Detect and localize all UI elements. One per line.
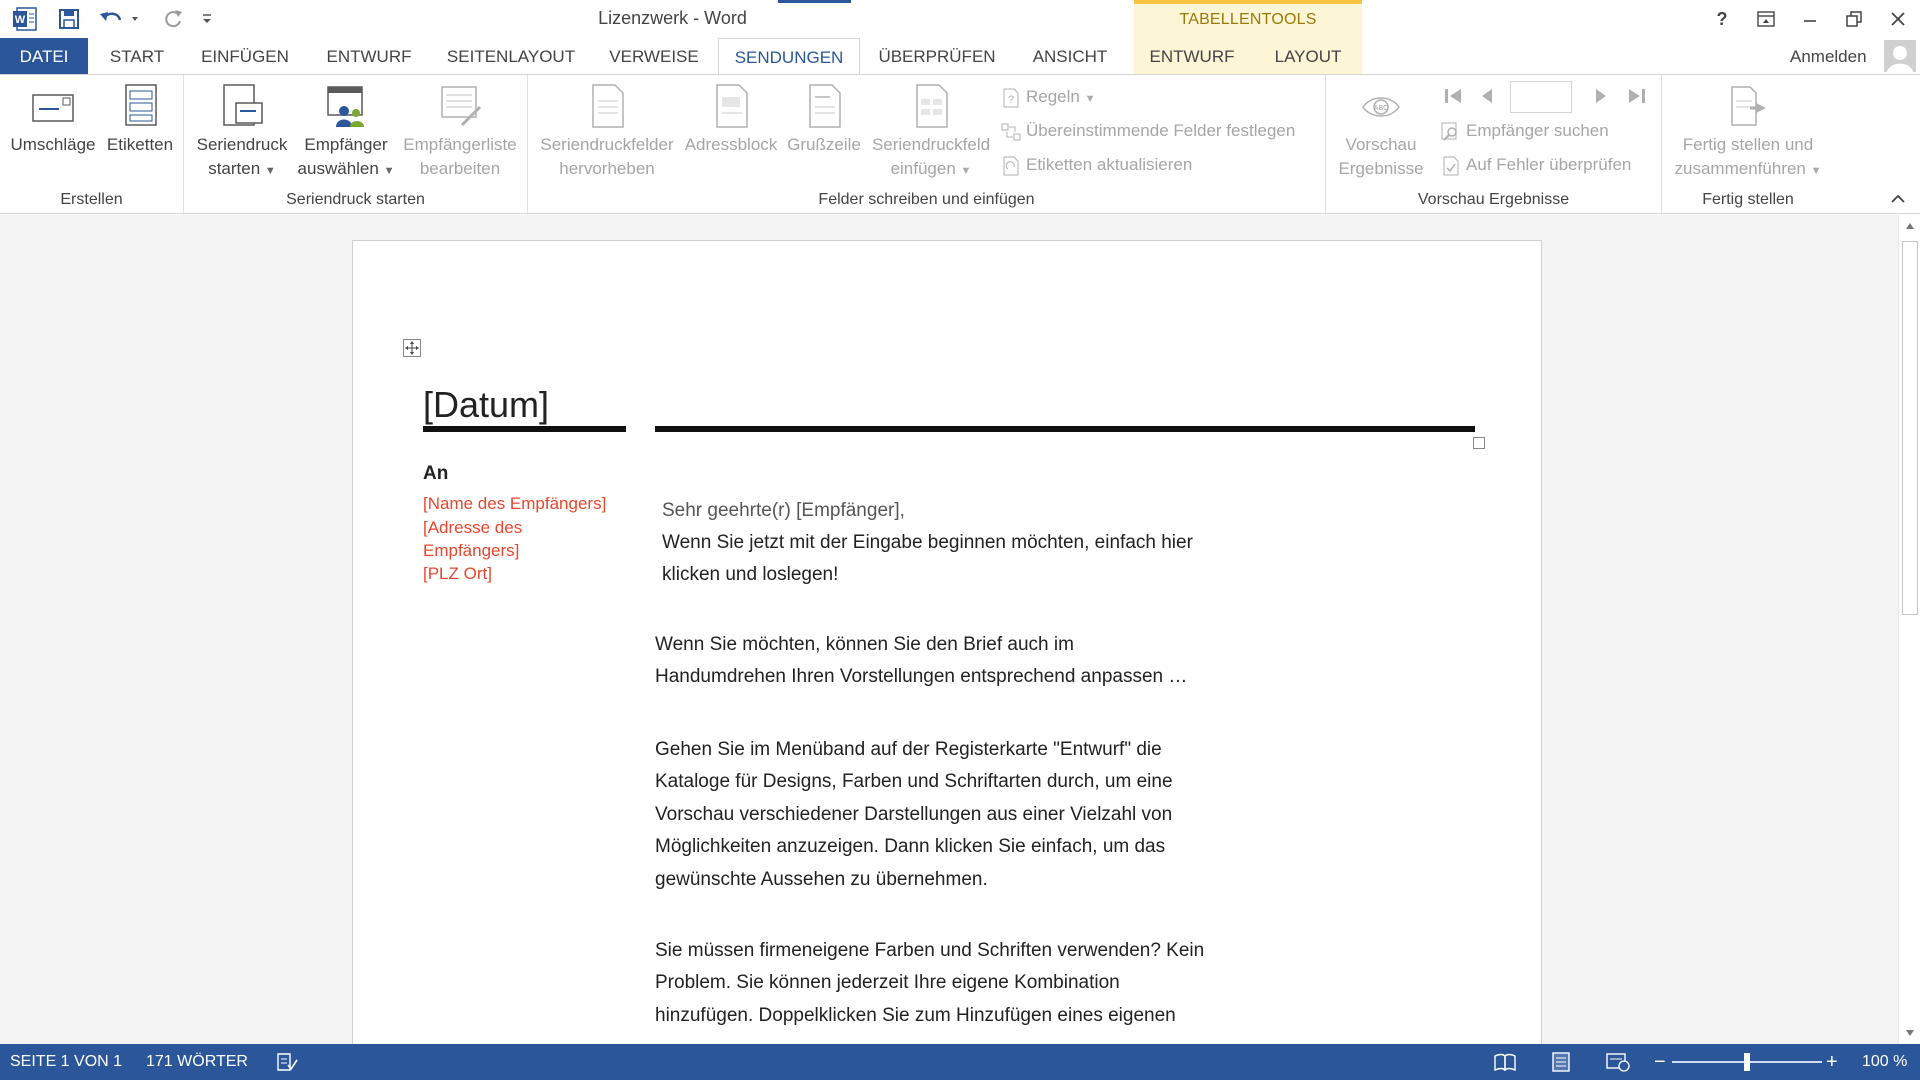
undo-icon[interactable]: [96, 4, 144, 34]
envelopes-button[interactable]: [6, 81, 100, 157]
title-accent-bar: [778, 0, 851, 3]
address-block-label: Adressblock: [684, 135, 778, 154]
envelope-icon: [29, 81, 77, 131]
zoom-level[interactable]: 100 %: [1862, 1053, 1908, 1070]
ribbon-display-options-icon[interactable]: [1748, 4, 1784, 34]
document-icon: [583, 81, 631, 131]
finish-merge-label-2: zusammenführen: [1674, 159, 1806, 178]
first-record-icon[interactable]: [1440, 83, 1466, 109]
scroll-thumb[interactable]: [1902, 241, 1918, 615]
address-block-button[interactable]: [680, 81, 782, 157]
divider-rule-left: [423, 426, 626, 432]
select-recipients-label-2: auswählen: [297, 159, 379, 178]
rules-icon: [1000, 87, 1022, 109]
recipient-city-placeholder[interactable]: [PLZ Ort]: [423, 564, 492, 583]
greeting-line-icon: [800, 81, 848, 131]
zoom-slider-thumb[interactable]: [1744, 1053, 1750, 1071]
highlight-merge-fields-label-2: hervorheben: [559, 159, 655, 178]
find-icon: [1440, 121, 1462, 143]
last-record-icon[interactable]: [1624, 83, 1650, 109]
envelopes-label: Umschläge: [10, 135, 96, 154]
divider-rule-right: [655, 426, 1475, 432]
group-felder-schreiben: [528, 75, 1326, 215]
read-mode-icon[interactable]: [1494, 1044, 1516, 1080]
greeting-line-button[interactable]: [784, 81, 864, 157]
tab-ansicht[interactable]: ANSICHT: [1032, 47, 1108, 66]
match-fields-label: Übereinstimmende Felder festlegen: [1026, 121, 1296, 140]
edit-recipient-list-label-1: Empfängerliste: [403, 135, 517, 154]
tab-tabletools-layout[interactable]: LAYOUT: [1274, 47, 1342, 66]
greeting-line-label: Grußzeile: [787, 135, 861, 154]
group-vorschau-ergebnisse: [1326, 75, 1662, 215]
group-label-felder: Felder schreiben und einfügen: [818, 191, 1035, 208]
group-seriendruck-starten: [184, 75, 528, 215]
tab-ueberpruefen[interactable]: ÜBERPRÜFEN: [878, 47, 996, 66]
table-move-handle-icon[interactable]: [403, 339, 421, 357]
match-fields-button[interactable]: [1000, 117, 1295, 145]
word-count[interactable]: 171 WÖRTER: [146, 1053, 248, 1070]
group-label-seriendruck: Seriendruck starten: [286, 191, 425, 208]
svg-text:W: W: [14, 14, 26, 26]
tab-start[interactable]: START: [109, 47, 165, 66]
redo-icon[interactable]: [158, 4, 188, 34]
edit-recipient-list-label-2: bearbeiten: [419, 159, 501, 178]
group-label-fertig: Fertig stellen: [1702, 191, 1794, 208]
labels-label: Etiketten: [106, 135, 174, 154]
start-mail-merge-label-2: starten: [208, 159, 261, 178]
scroll-down-icon[interactable]: [1899, 1022, 1920, 1044]
body-line[interactable]: Gehen Sie im Menüband auf der Registerkarte "Entwurf" die: [655, 739, 1162, 760]
body-line[interactable]: Sie müssen firmeneigene Farben und Schriften verwenden? Kein: [655, 940, 1205, 961]
group-label-vorschau: Vorschau Ergebnisse: [1417, 191, 1570, 208]
recipient-address-placeholder-2[interactable]: Empfängers]: [423, 541, 520, 560]
print-layout-icon[interactable]: [1550, 1044, 1572, 1080]
merge-field-icon: [907, 81, 955, 131]
edit-recipient-list-button[interactable]: [398, 81, 522, 181]
tab-sendungen[interactable]: SENDUNGEN: [718, 38, 860, 75]
zoom-out-icon[interactable]: −: [1654, 1051, 1666, 1073]
tab-verweise[interactable]: VERWEISE: [609, 47, 699, 66]
check-errors-button[interactable]: [1440, 151, 1631, 179]
finish-merge-button[interactable]: [1666, 81, 1830, 183]
scroll-up-icon[interactable]: [1899, 215, 1920, 237]
svg-text:ABC: ABC: [1373, 105, 1389, 112]
table-resize-handle[interactable]: [1473, 437, 1485, 449]
body-line[interactable]: Handumdrehen Ihren Vorstellungen entsprechend anpassen …: [655, 666, 1188, 687]
window-title: Lizenzwerk - Word: [598, 8, 747, 28]
tabletools-header: [1134, 0, 1362, 38]
find-recipient-button[interactable]: [1440, 117, 1609, 145]
tab-tabletools-entwurf[interactable]: ENTWURF: [1149, 47, 1235, 66]
tab-seitenlayout[interactable]: SEITENLAYOUT: [446, 47, 576, 66]
word-app-icon[interactable]: [10, 4, 40, 34]
check-errors-label: Auf Fehler überprüfen: [1466, 155, 1632, 174]
chevron-down-icon: ▼: [383, 165, 395, 177]
finish-merge-label-1: Fertig stellen und: [1682, 135, 1814, 154]
proofing-icon[interactable]: [276, 1044, 298, 1080]
select-recipients-label-1: Empfänger: [304, 135, 388, 154]
document-workspace: [0, 215, 1898, 1044]
help-icon[interactable]: ?: [1716, 8, 1728, 29]
body-line[interactable]: Kataloge für Designs, Farben und Schriftarten durch, um eine: [655, 771, 1173, 792]
tab-datei[interactable]: DATEI: [0, 38, 88, 74]
highlight-merge-fields-label-1: Seriendruckfelder: [540, 135, 674, 154]
edit-list-icon: [436, 81, 484, 131]
ribbon-tab-row: [0, 38, 1920, 74]
customize-quick-access-icon[interactable]: [196, 4, 218, 34]
update-labels-icon: [1000, 155, 1022, 177]
group-label-erstellen: Erstellen: [60, 191, 123, 208]
insert-merge-field-button[interactable]: [864, 81, 998, 183]
body-line[interactable]: klicken und loslegen!: [662, 564, 839, 585]
close-icon[interactable]: [1880, 4, 1916, 34]
match-fields-icon: [1000, 121, 1022, 143]
rules-label: Regeln: [1026, 87, 1080, 106]
date-placeholder[interactable]: [Datum]: [423, 384, 550, 425]
mail-merge-icon: [218, 81, 266, 131]
preview-results-label-1: Vorschau: [1345, 135, 1417, 154]
group-erstellen: [0, 75, 184, 215]
update-labels-button[interactable]: [1000, 151, 1192, 179]
document-page[interactable]: [352, 240, 1542, 1044]
tabletools-label: TABELLENTOOLS: [1179, 11, 1317, 28]
highlight-merge-fields-button[interactable]: [534, 81, 680, 181]
body-line[interactable]: Wenn Sie möchten, können Sie den Brief auch im: [655, 634, 1074, 655]
previous-record-icon[interactable]: [1474, 83, 1500, 109]
body-line[interactable]: hinzufügen. Doppelklicken Sie zum Hinzufügen eines eigenen: [655, 1005, 1176, 1026]
insert-merge-field-label-1: Seriendruckfeld: [871, 135, 991, 154]
preview-icon: [1357, 81, 1405, 131]
start-mail-merge-label-1: Seriendruck: [196, 135, 288, 154]
chevron-down-icon: ▼: [1084, 93, 1096, 105]
group-fertig-stellen: [1662, 75, 1834, 215]
record-number-input[interactable]: [1510, 81, 1572, 113]
chevron-down-icon: ▼: [1810, 165, 1822, 177]
chevron-down-icon: ▼: [264, 165, 276, 177]
update-labels-label: Etiketten aktualisieren: [1026, 155, 1193, 174]
finish-merge-icon: [1724, 81, 1772, 131]
address-block-icon: [707, 81, 755, 131]
avatar[interactable]: [1884, 40, 1916, 72]
select-recipients-button[interactable]: [294, 81, 398, 183]
preview-results-label-2: Ergebnisse: [1338, 159, 1424, 178]
save-icon[interactable]: [54, 4, 84, 34]
insert-merge-field-label-2: einfügen: [890, 159, 956, 178]
preview-results-button[interactable]: [1330, 81, 1432, 181]
page-count[interactable]: SEITE 1 VON 1: [10, 1053, 123, 1070]
status-bar: [0, 1044, 1920, 1080]
start-mail-merge-button[interactable]: [192, 81, 292, 183]
body-line[interactable]: Vorschau verschiedener Darstellungen aus einer Vielzahl von: [655, 804, 1173, 825]
labels-icon: [116, 81, 164, 131]
chevron-down-icon: ▼: [960, 165, 972, 177]
to-label: An: [423, 463, 449, 484]
collapse-ribbon-icon[interactable]: [1886, 187, 1910, 211]
salutation-field[interactable]: Sehr geehrte(r) [Empfänger],: [662, 500, 905, 521]
tab-entwurf[interactable]: ENTWURF: [326, 47, 412, 66]
svg-text:?: ?: [1007, 93, 1015, 106]
body-line[interactable]: gewünschte Aussehen zu übernehmen.: [655, 869, 988, 890]
web-layout-icon[interactable]: [1606, 1044, 1630, 1080]
zoom-in-icon[interactable]: +: [1826, 1051, 1838, 1073]
recipient-name-placeholder[interactable]: [Name des Empfängers]: [423, 494, 607, 513]
title-bar: [0, 0, 1920, 38]
body-line[interactable]: Wenn Sie jetzt mit der Eingabe beginnen möchten, einfach hier: [662, 532, 1193, 553]
recipients-icon: [322, 81, 370, 131]
restore-icon[interactable]: [1836, 4, 1872, 34]
minimize-icon[interactable]: [1792, 4, 1828, 34]
next-record-icon[interactable]: [1588, 83, 1614, 109]
body-line[interactable]: Problem. Sie können jederzeit Ihre eigene Kombination: [655, 972, 1120, 993]
labels-button[interactable]: [102, 81, 178, 157]
body-line[interactable]: Möglichkeiten anzuzeigen. Dann klicken Sie einfach, um das: [655, 836, 1166, 857]
recipient-address-placeholder-1[interactable]: [Adresse des: [423, 518, 523, 537]
ribbon: [0, 74, 1920, 214]
rules-button[interactable]: [1000, 83, 1096, 111]
vertical-scrollbar[interactable]: [1898, 215, 1920, 1044]
check-errors-icon: [1440, 155, 1462, 177]
find-recipient-label: Empfänger suchen: [1466, 121, 1609, 140]
signin-link[interactable]: Anmelden: [1790, 47, 1867, 66]
tab-einfuegen[interactable]: EINFÜGEN: [201, 47, 289, 66]
